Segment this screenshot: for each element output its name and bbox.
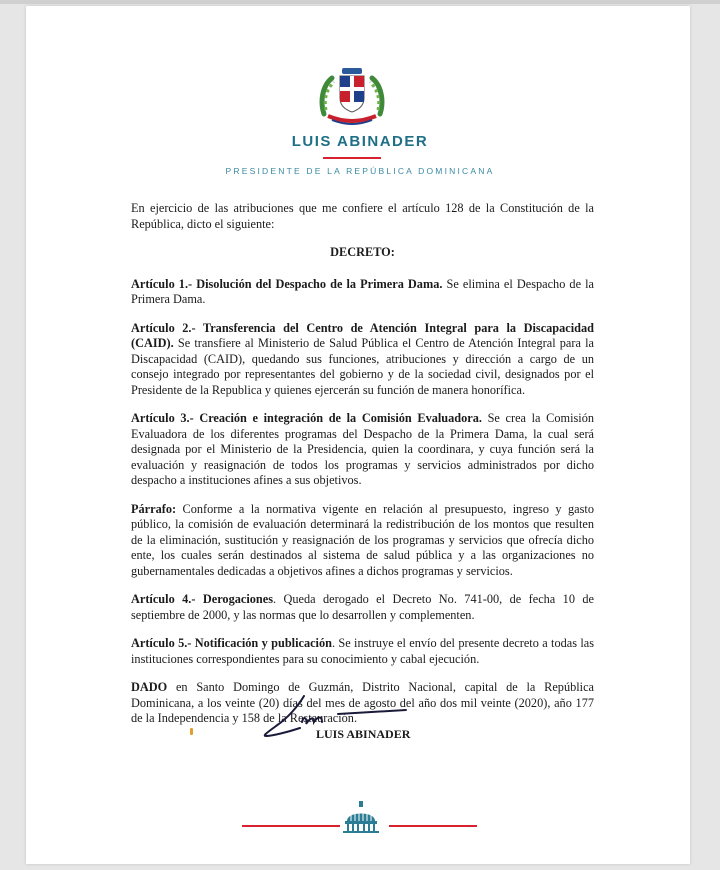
article-heading: DADO: [131, 680, 168, 694]
article-text: Se crea la Comisión Evaluadora de los diferentes programas del Despacho de la Primera Dama, la cual será designada por el Ministerio de la Presidencia, quien la coordinara, y cuya función será la evaluación y reasignación de todos los programas y servicios administrados por dicho despacho a instituciones afines a sus objetivos.: [131, 411, 594, 487]
palace-dome-icon: [339, 801, 383, 833]
article-text: Se transfiere al Ministerio de Salud Pública el Centro de Atención Integral para la Discapacidad (CAID), quedando sus funciones, atribuciones y dirección a cargo de un consejo integrado por representantes del gobierno y de la sociedad civil, designados por el Presidente de la Republica y quienes ejercerán su función de manera honorífica.: [131, 336, 594, 397]
article-text: Conforme a la normativa vigente en relación al presupuesto, ingreso y gasto público, la comisión de evaluación determinará la redistribución de los montos que resulten de la eliminación, sustitución y reasignación de los programas y servicios que ofrecía dicho ente, los cuales serán destinados al sistema de salud pública y a las organizaciones no gubernamentales dedicadas a objetivos afines a dichos programas y servicios.: [131, 501, 594, 578]
coat-of-arms-icon: [318, 64, 386, 126]
article-heading: Párrafo:: [131, 501, 177, 516]
top-border: [0, 0, 720, 4]
issuer-title: PRESIDENTE DE LA REPÚBLICA DOMINICANA: [225, 166, 495, 176]
article-heading: Artículo 2.- Transferencia del Centro de Atención Integral para la Discapacidad (CAID).: [131, 320, 594, 350]
paragraph: [131, 502, 594, 580]
article-1: [131, 277, 594, 308]
scan-speck: [190, 728, 193, 735]
article-text: . Se instruye el envío del presente decreto a todas las instituciones correspondientes para su conocimiento y cabal ejecución.: [131, 636, 595, 666]
article-heading: Artículo 1.- Disolución del Despacho de la Primera Dama.: [131, 276, 443, 291]
article-text: . Queda derogado el Decreto No. 741-00, de fecha 10 de septiembre de 2000, y las normas que lo desarrollen y complementen.: [131, 592, 595, 622]
intro-paragraph: En ejercicio de las atribuciones que me confiere el artículo 128 de la Constitución de la República, dicto el siguiente:: [131, 201, 594, 231]
document-title: DECRETO:: [330, 245, 395, 259]
footer-rule-left: [242, 825, 340, 827]
signatory-name: LUIS ABINADER: [316, 727, 411, 741]
article-3: [131, 411, 594, 489]
issuer-name: LUIS ABINADER: [291, 133, 429, 150]
article-5: [131, 636, 594, 667]
article-2: [131, 321, 594, 399]
footer-rule-right: [389, 825, 477, 827]
article-heading: Artículo 4.- Derogaciones: [131, 592, 273, 606]
article-heading: Artículo 3.- Creación e integración de la Comisión Evaluadora.: [131, 411, 482, 425]
header-divider: [323, 157, 381, 159]
article-text: en Santo Domingo de Guzmán, Distrito Nacional, capital de la República Dominicana, a los veinte (20) días del mes de agosto del año dos mil veinte (2020), año 177 de la Independencia y 158 de la Restauración.: [131, 680, 594, 725]
article-text: Se elimina el Despacho de la Primera Dama.: [131, 276, 594, 306]
article-heading: Artículo 5.- Notificación y publicación: [131, 636, 332, 650]
document-body: [131, 201, 594, 740]
article-4: [131, 592, 594, 623]
